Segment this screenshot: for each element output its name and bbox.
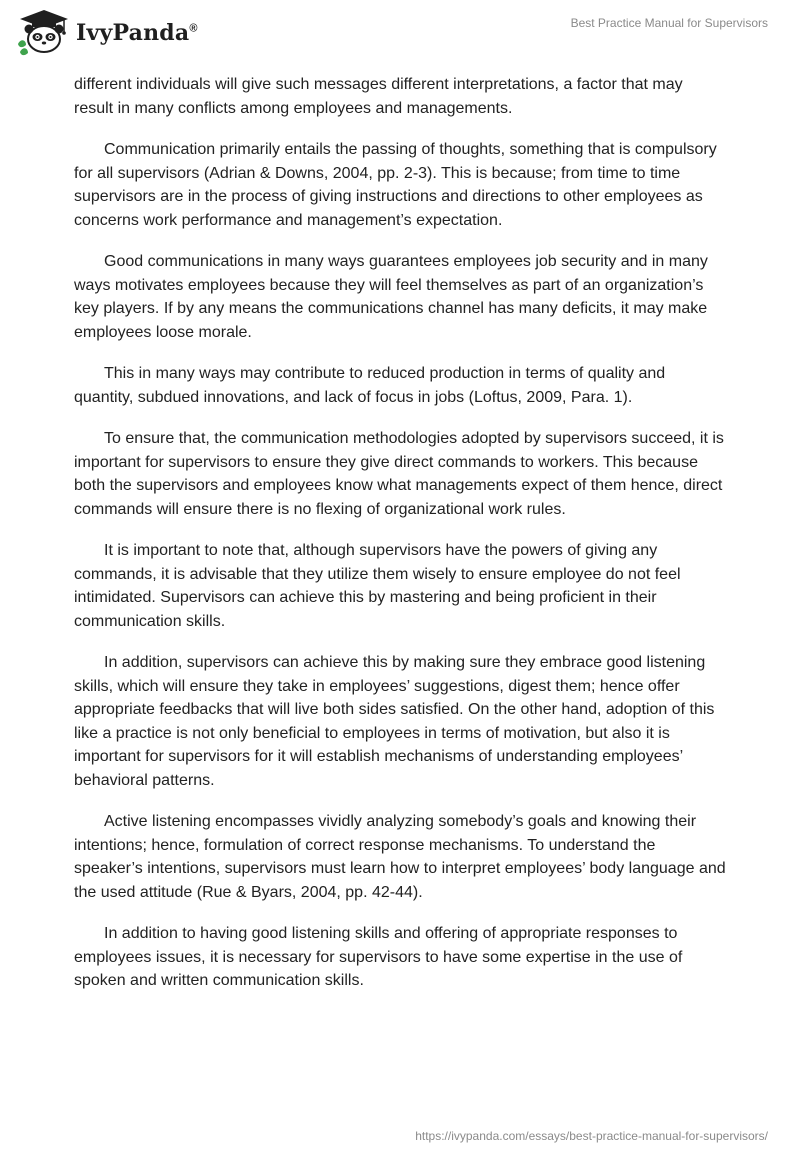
page-header — [0, 0, 800, 64]
paragraph: In addition, supervisors can achieve this by making sure they embrace good listening skills, which will ensure they take in employees’ suggestions, digest them; hence offer appropriate feedbacks that will live both sides satisfied. On the other hand, adoption of this like a practice is not only beneficial to employees in terms of motivation, but also it is important for supervisors for it will establish mechanisms of understanding employees’ behavioral patterns. — [74, 654, 715, 789]
logo-wordmark — [76, 20, 198, 46]
paragraph: It is important to note that, although supervisors have the powers of giving any commands, it is advisable that they utilize them wisely to ensure employee do not feel intimidated. Supervisors can achieve this by mastering and being proficient in their communication skills. — [74, 542, 681, 630]
paragraph: Communication primarily entails the passing of thoughts, something that is compulsory for all supervisors (Adrian & Downs, 2004, pp. 2-3). This is because; from time to time supervisors are in the process of giving instructions and directions to other employees as concerns work performance and management’s expectation. — [74, 141, 717, 229]
source-url[interactable]: https://ivypanda.com/essays/best-practice-manual-for-supervisors/ — [415, 1129, 768, 1143]
essay-body — [74, 73, 726, 1011]
paragraph: different individuals will give such messages different interpretations, a factor that may result in many conflicts among employees and managements. — [74, 76, 683, 117]
paragraph: Good communications in many ways guarantees employees job security and in many ways motivates employees because they will feel themselves as part of an organization’s key players. If by any means the communications channel has many deficits, it may make employees loose morale. — [74, 253, 708, 341]
paragraph: To ensure that, the communication methodologies adopted by supervisors succeed, it is important for supervisors to ensure they give direct commands to workers. This because both the supervisors and employees know what managements expect of them hence, direct commands will ensure there is no flexing of organizational work rules. — [74, 430, 724, 518]
document-title: Best Practice Manual for Supervisors — [570, 16, 768, 30]
panda-graduate-icon — [14, 8, 74, 56]
ivypanda-logo[interactable] — [14, 8, 198, 56]
logo-registered-mark: ® — [189, 22, 198, 35]
paragraph: Active listening encompasses vividly analyzing somebody’s goals and knowing their intentions; hence, formulation of correct response mechanisms. To understand the speaker’s intentions, supervisors must learn how to interpret employees’ body language and the used attitude (Rue & Byars, 2004, pp. 42-44). — [74, 813, 726, 901]
paragraph: In addition to having good listening skills and offering of appropriate responses to employees issues, it is necessary for supervisors to have some expertise in the use of spoken and written communication skills. — [74, 925, 683, 989]
paragraph: This in many ways may contribute to reduced production in terms of quality and quantity, subdued innovations, and lack of focus in jobs (Loftus, 2009, Para. 1). — [74, 365, 666, 406]
logo-text: IvyPanda — [76, 20, 190, 46]
